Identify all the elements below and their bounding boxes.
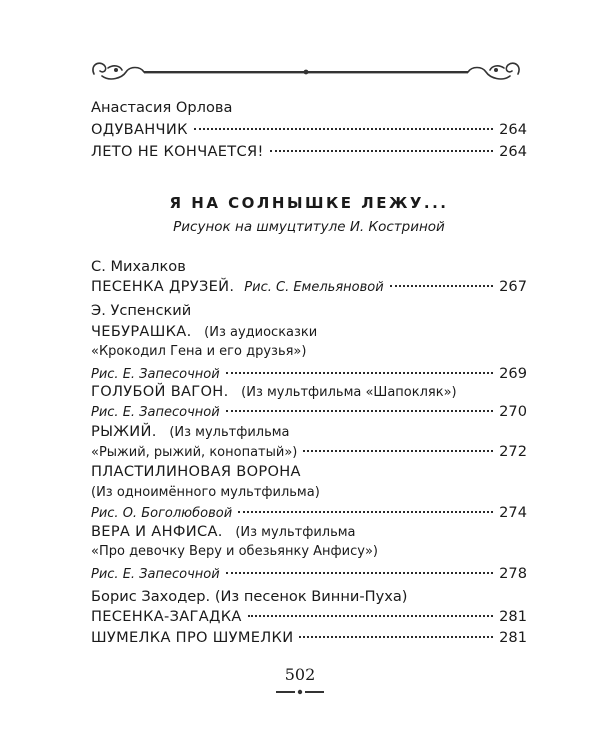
toc-entry-pesenka-druzey[interactable] xyxy=(91,276,527,298)
toc-entry-goluboy-vagon[interactable] xyxy=(91,381,527,403)
section-heading: Я НА СОЛНЫШКЕ ЛЕЖУ... xyxy=(169,194,449,212)
toc-entry-vera-i-anfisa[interactable] xyxy=(91,521,527,543)
toc-entry-ryzhiy-cont[interactable] xyxy=(91,441,527,463)
toc-entry-vera-illus[interactable] xyxy=(91,563,527,585)
entry-title: ЧЕБУРАШКА. xyxy=(91,323,192,340)
page-number: 267 xyxy=(499,278,527,295)
entry-illustrator: Рис. Е. Запесочной xyxy=(91,367,220,382)
entry-illustrator: Рис. С. Емельяновой xyxy=(244,280,384,295)
section-subheading: Рисунок на шмуцтитуле И. Костриной xyxy=(173,219,445,235)
dot-leader xyxy=(226,572,493,574)
entry-note: (Из одноимённого мультфильма) xyxy=(91,485,320,500)
footer-divider-ornament xyxy=(276,688,324,696)
page-number: 274 xyxy=(499,504,527,521)
page-number: 264 xyxy=(499,143,527,160)
author-orlova: Анастасия Орлова xyxy=(91,99,233,116)
page-number: 278 xyxy=(499,565,527,582)
entry-title: ГОЛУБОЙ ВАГОН. xyxy=(91,383,229,400)
entry-title: ПЕСЕНКА-ЗАГАДКА xyxy=(91,608,242,625)
toc-entry-shumelka[interactable] xyxy=(91,627,527,649)
page-number: 281 xyxy=(499,629,527,646)
entry-illustrator: Рис. Е. Запесочной xyxy=(91,405,220,420)
entry-note: (Из мультфильма xyxy=(169,425,290,440)
dot-leader xyxy=(226,372,493,374)
page-number: 269 xyxy=(499,365,527,382)
page-number: 264 xyxy=(499,121,527,138)
dot-leader xyxy=(238,511,493,513)
entry-illustrator: Рис. О. Боголюбовой xyxy=(91,506,233,521)
entry-note-cont: «Крокодил Гена и его друзья») xyxy=(91,344,307,359)
entry-note-cont: «Рыжий, рыжий, конопатый») xyxy=(91,445,298,460)
entry-title: ВЕРА И АНФИСА. xyxy=(91,523,223,540)
author-uspensky: Э. Успенский xyxy=(91,302,192,319)
entry-illustrator: Рис. Е. Запесочной xyxy=(91,567,220,582)
toc-entry-cheburashka-title-line[interactable] xyxy=(91,321,527,343)
author-mikhalkov: С. Михалков xyxy=(91,258,186,275)
entry-title: ЛЕТО НЕ КОНЧАЕТСЯ! xyxy=(91,143,264,160)
dot-leader xyxy=(390,285,493,287)
entry-note: (Из аудиосказки xyxy=(204,325,318,340)
toc-entry-ryzhiy[interactable] xyxy=(91,421,527,443)
dot-leader xyxy=(194,128,493,130)
dot-leader xyxy=(270,150,494,152)
toc-entry-plastilinovaya-vorona[interactable]: ПЛАСТИЛИНОВАЯ ВОРОНА xyxy=(91,463,301,480)
top-ornament-divider xyxy=(88,56,524,86)
footer-page-number: 502 xyxy=(284,665,316,684)
page-number: 272 xyxy=(499,443,527,460)
entry-note: (Из мультфильма xyxy=(235,525,356,540)
author-zakhoder: Борис Заходер. (Из песенок Винни-Пуха) xyxy=(91,588,408,605)
entry-title: ОДУВАНЧИК xyxy=(91,121,188,138)
entry-title: ПЕСЕНКА ДРУЗЕЙ. xyxy=(91,278,235,295)
toc-entry-goluboy-vagon-illus[interactable] xyxy=(91,401,527,423)
dot-leader xyxy=(303,450,493,452)
page-number: 281 xyxy=(499,608,527,625)
page-number: 270 xyxy=(499,403,527,420)
dot-leader xyxy=(248,615,493,617)
toc-entry-pesenka-zagadka[interactable] xyxy=(91,606,527,628)
dot-leader xyxy=(299,636,493,638)
entry-note-cont: «Про девочку Веру и обезьянку Анфису») xyxy=(91,544,378,559)
toc-entry-leto[interactable] xyxy=(91,141,527,163)
entry-title: РЫЖИЙ. xyxy=(91,423,157,440)
toc-entry-oduvanchik[interactable] xyxy=(91,119,527,141)
entry-note: (Из мультфильма «Шапокляк») xyxy=(241,385,457,400)
dot-leader xyxy=(226,410,493,412)
entry-title: ШУМЕЛКА ПРО ШУМЕЛКИ xyxy=(91,629,294,646)
